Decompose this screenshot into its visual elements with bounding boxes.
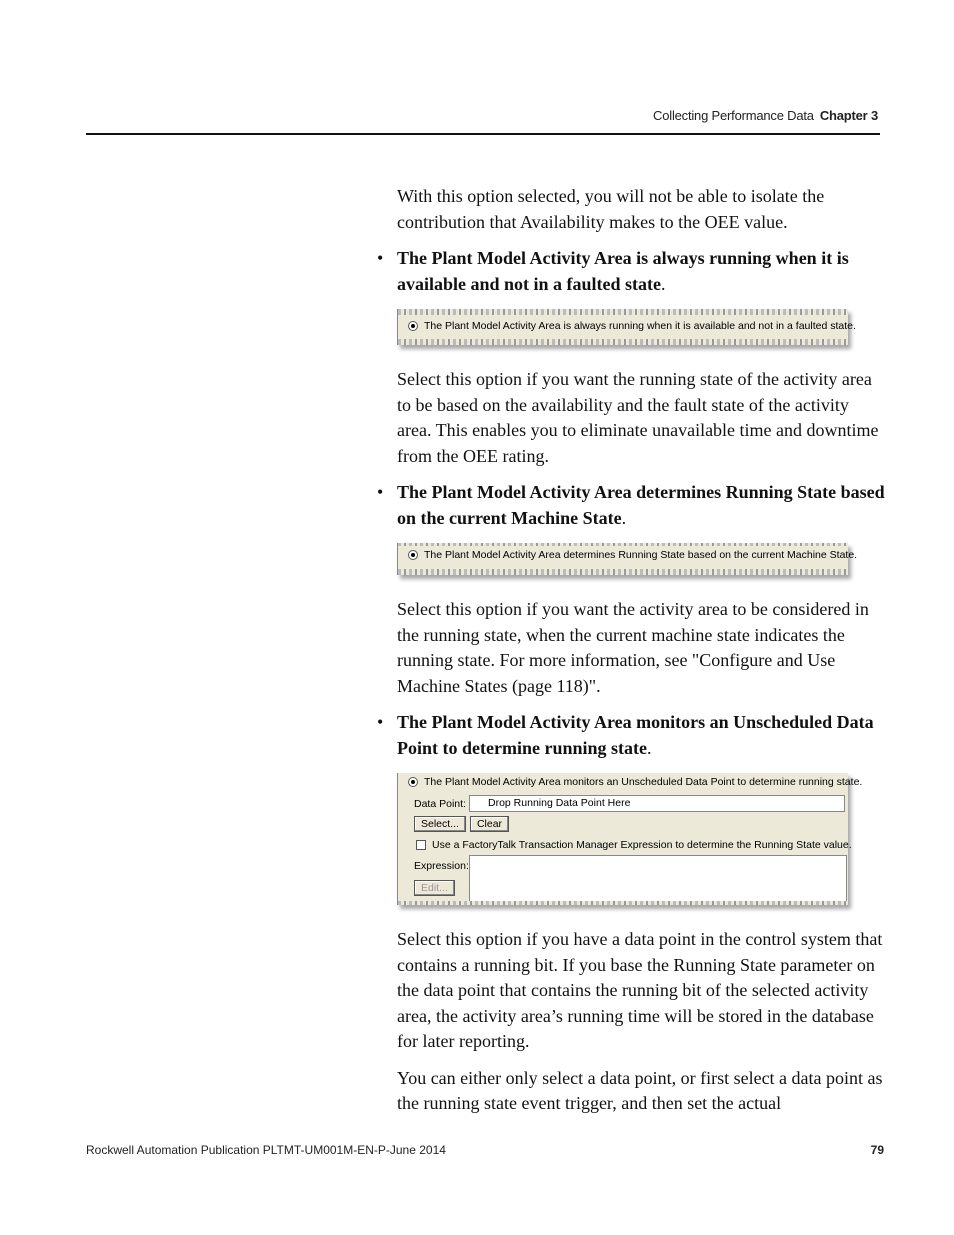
always-running-label: The Plant Model Activity Area is always running when it is available and not in a faulted state. xyxy=(424,320,856,332)
screenshot-always-running xyxy=(397,309,856,345)
radio-icon xyxy=(408,777,418,787)
bullet-icon: • xyxy=(377,712,384,732)
torn-edge-top xyxy=(398,309,848,315)
paragraph-5: You can either only select a data point, or first select a data point as the running state event trigger, and then set the actual xyxy=(397,1067,883,1113)
page-number: 79 xyxy=(870,1143,884,1157)
radio-icon xyxy=(408,321,418,331)
bullet-text-2: The Plant Model Activity Area determines Running State based on the current Machine State xyxy=(397,482,885,528)
page-footer xyxy=(86,1143,884,1157)
bullet-item-2: • The Plant Model Activity Area determines Running State based on the current Machine State. xyxy=(377,482,885,528)
machine-state-option[interactable] xyxy=(408,549,857,561)
machine-state-label: The Plant Model Activity Area determines Running State based on the current Machine State. xyxy=(424,549,858,561)
expression-checkbox-label: Use a FactoryTalk Transaction Manager Expression to determine the Running State value. xyxy=(432,839,852,851)
screenshot-data-point xyxy=(397,773,863,905)
screenshot-machine-state xyxy=(397,543,858,575)
torn-edge-bottom xyxy=(398,901,848,905)
paragraph-1: With this option selected, you will not be able to isolate the contribution that Availability makes to the OEE value. xyxy=(397,186,825,232)
bullet-text-1: The Plant Model Activity Area is always running when it is available and not in a faulted state xyxy=(397,248,849,294)
always-running-option[interactable] xyxy=(408,320,856,332)
radio-icon xyxy=(408,550,418,560)
footer-publication: Rockwell Automation Publication PLTMT-UM001M-EN-P-June 2014 xyxy=(86,1143,446,1157)
torn-edge-bottom xyxy=(398,569,848,575)
select-button[interactable]: Select... xyxy=(414,816,466,832)
data-point-label: Data Point: xyxy=(414,797,466,810)
torn-edge-bottom xyxy=(398,339,848,345)
header-rule xyxy=(86,133,880,135)
bullet-text-3: The Plant Model Activity Area monitors an Unscheduled Data Point to determine running state xyxy=(397,712,874,758)
data-point-field[interactable]: Drop Running Data Point Here xyxy=(469,795,845,812)
running-header xyxy=(653,108,878,123)
paragraph-2: Select this option if you want the running state of the activity area to be based on the availability and the fault state of the activity area. This enables you to eliminate unavailable time and downtime from the OEE rating. xyxy=(397,369,879,466)
expression-checkbox-row[interactable] xyxy=(416,839,852,851)
paragraph-4: Select this option if you have a data point in the control system that contains a running bit. If you base the Running State parameter on the data point that contains the running bit of the selected activity area, the activity area’s running time will be stored in the database for later reporting. xyxy=(397,929,883,1051)
edit-button[interactable]: Edit... xyxy=(414,880,455,896)
paragraph-3: Select this option if you want the activity area to be considered in the running state, when the current machine state indicates the running state. For more information, see "Configure and Use Machine States (page 118)". xyxy=(397,599,869,696)
bullet-icon: • xyxy=(377,482,384,502)
clear-button[interactable]: Clear xyxy=(470,816,509,832)
expression-textarea[interactable] xyxy=(469,855,847,903)
header-section: Collecting Performance Data xyxy=(653,108,814,123)
expression-label: Expression: xyxy=(414,860,469,872)
header-chapter: Chapter 3 xyxy=(819,108,878,123)
bullet-icon: • xyxy=(377,248,384,268)
bullet-item-1: • The Plant Model Activity Area is always running when it is available and not in a faulted state. xyxy=(377,248,849,294)
data-point-option-label: The Plant Model Activity Area monitors an Unscheduled Data Point to determine running state. xyxy=(424,776,863,788)
bullet-item-3: • The Plant Model Activity Area monitors an Unscheduled Data Point to determine running state. xyxy=(377,712,874,758)
main-content xyxy=(377,184,887,1128)
torn-edge-top xyxy=(398,543,848,546)
data-point-option[interactable] xyxy=(408,776,862,788)
checkbox-icon xyxy=(416,840,426,850)
